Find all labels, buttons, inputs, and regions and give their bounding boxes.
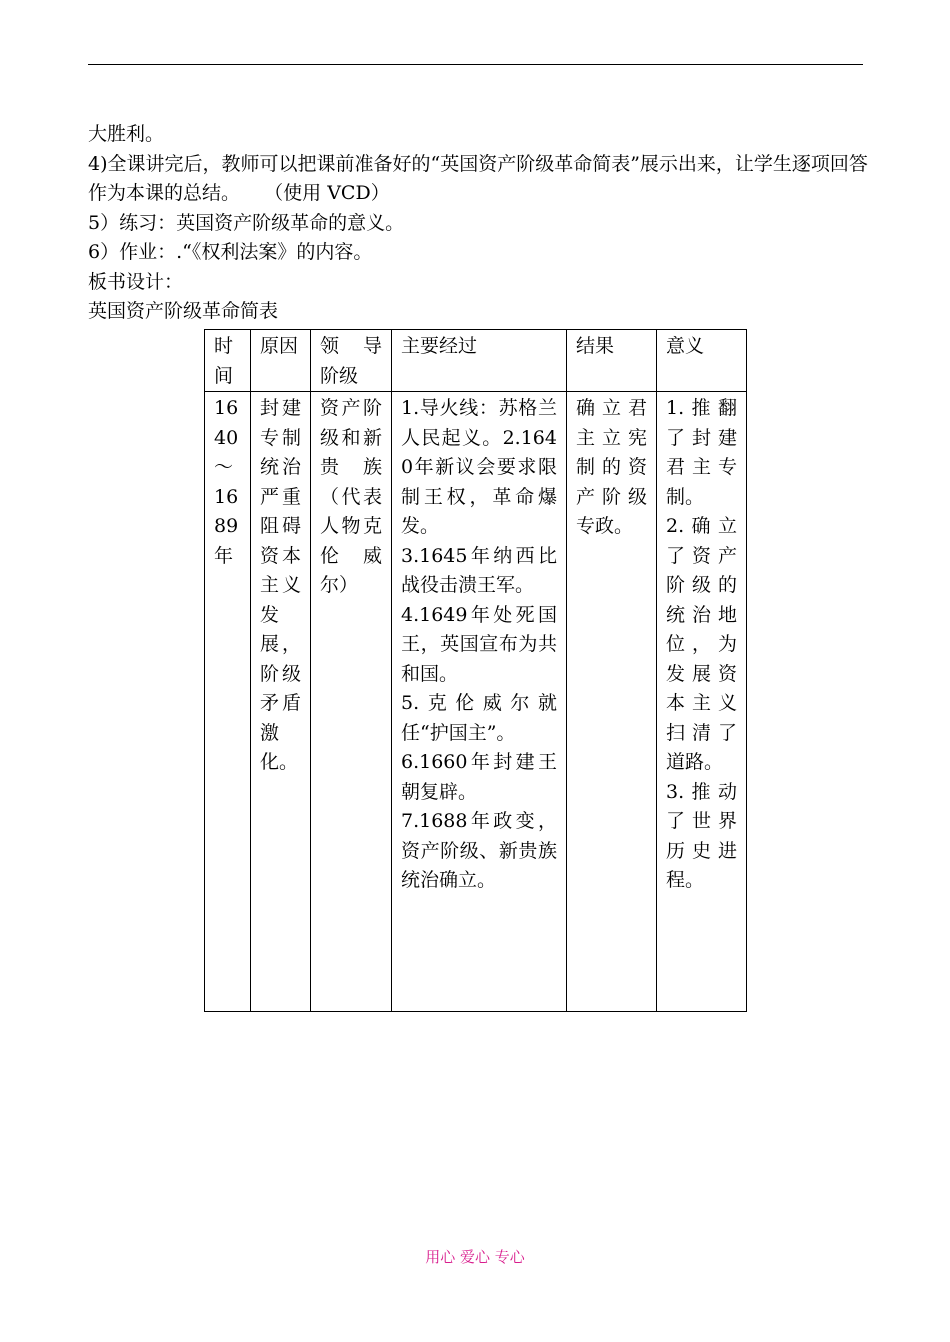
header-cause: 原因 [251,330,311,392]
lesson-text [88,120,868,327]
process-step: 4.1649年处死国王，英国宣布为共和国。 [401,603,557,685]
process-step: 1.导火线：苏格兰人民起义。2.1640年新议会要求限制王权，革命爆发。 [401,397,557,537]
table-caption: 英国资产阶级革命简表 [88,300,279,322]
cell-result: 确立君主立宪制的资产阶级专政。 [567,392,657,1012]
cell-cause: 封建专制统治严重阻碍资本主义发展，阶级矛盾激化。 [251,392,311,1012]
cell-leader: 资产阶级和新贵族（代表人物克伦威尔） [311,392,392,1012]
header-leader: 领 导阶级 [311,330,392,392]
header-significance: 意义 [657,330,747,392]
text-line: 6）作业：.“《权利法案》的内容。 [88,241,373,263]
text-line: 板书设计： [88,270,184,293]
process-step: 6.1660年封建王朝复辟。 [401,751,557,803]
text-line: 大胜利。 [88,123,165,145]
process-step: 5.克伦威尔就任“护国主”。 [401,692,557,744]
header-process: 主要经过 [392,330,567,392]
significance-item: 1.推翻了封建君主专制。 [666,397,737,508]
cell-significance [657,392,747,1012]
process-step: 7.1688年政变，资产阶级、新贵族统治确立。 [401,810,557,891]
table-header-row [205,330,747,392]
process-step: 3.1645年纳西比战役击溃王军。 [401,544,557,596]
significance-item: 2.确立了资产阶级的统治地位，为发展资本主义扫清了道路。 [666,515,737,773]
significance-item: 3.推动了世界历史进程。 [666,780,737,891]
header-result: 结果 [567,330,657,392]
header-rule [88,64,863,65]
page-footer: 用心 爱心 专心 [425,1248,525,1266]
text-line: 4)全课讲完后，教师可以把课前准备好的“英国资产阶级革命简表”展示出来，让学生逐项回答作为本课的总结。 （使用 VCD） [88,152,868,204]
revolution-summary-table [204,329,747,1012]
header-time: 时间 [205,330,251,392]
text-line: 5）练习：英国资产阶级革命的意义。 [88,211,405,234]
cell-process [392,392,567,1012]
table-row [205,392,747,1012]
cell-time: 1640～1689年 [205,392,251,1012]
